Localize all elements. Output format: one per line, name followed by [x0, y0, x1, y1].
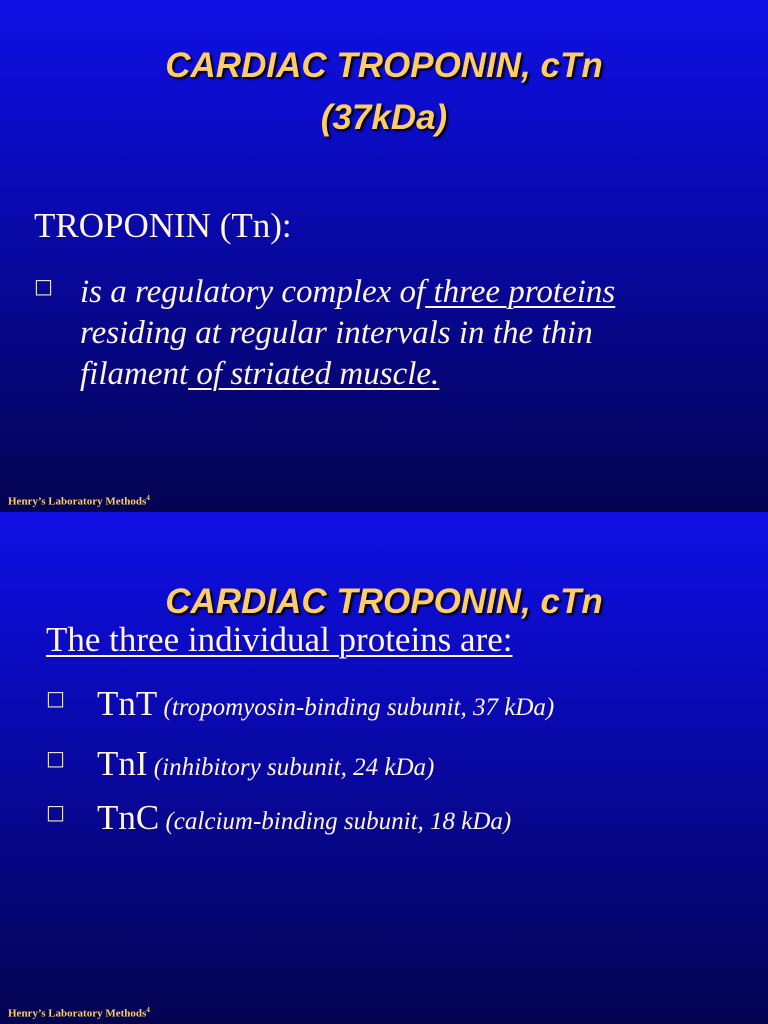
body-paragraph: [80, 272, 740, 395]
square-bullet-icon: □: [46, 800, 65, 824]
body-text-1: is a regulatory complex of: [80, 274, 426, 310]
footer-citation: [8, 1006, 150, 1020]
slide-title-line-1: CARDIAC TROPONIN, cTn: [165, 46, 603, 85]
item-term: TnI: [97, 744, 148, 783]
slide-title: CARDIAC TROPONIN, cTn: [165, 582, 603, 621]
subheading: The three individual proteins are:: [46, 620, 513, 659]
body-text-underlined-1: three proteins: [425, 274, 616, 310]
slide-2: [0, 512, 768, 1024]
item-description: (inhibitory subunit, 24 kDa): [147, 754, 435, 781]
square-bullet-icon: □: [34, 274, 53, 298]
footer-text: Henry’s Laboratory Methods: [8, 496, 147, 508]
square-bullet-icon: □: [46, 746, 65, 770]
footer-text: Henry’s Laboratory Methods: [8, 1008, 147, 1020]
body-text-underlined-2: of striated muscle.: [188, 356, 440, 392]
item-description: (tropomyosin-binding subunit, 37 kDa): [157, 694, 555, 721]
footer-superscript: 4: [146, 1006, 150, 1015]
item-description: (calcium-binding subunit, 18 kDa): [159, 808, 512, 835]
body-text-2: residing at regular intervals in the thin: [80, 315, 593, 351]
section-heading: TROPONIN (Tn):: [34, 206, 292, 245]
footer-citation: [8, 494, 150, 508]
slide-title-line-2: (37kDa): [320, 98, 448, 137]
item-term: TnT: [97, 684, 158, 723]
item-term: TnC: [97, 798, 160, 837]
square-bullet-icon: □: [46, 686, 65, 710]
footer-superscript: 4: [146, 494, 150, 503]
body-text-3: filament: [80, 356, 189, 392]
